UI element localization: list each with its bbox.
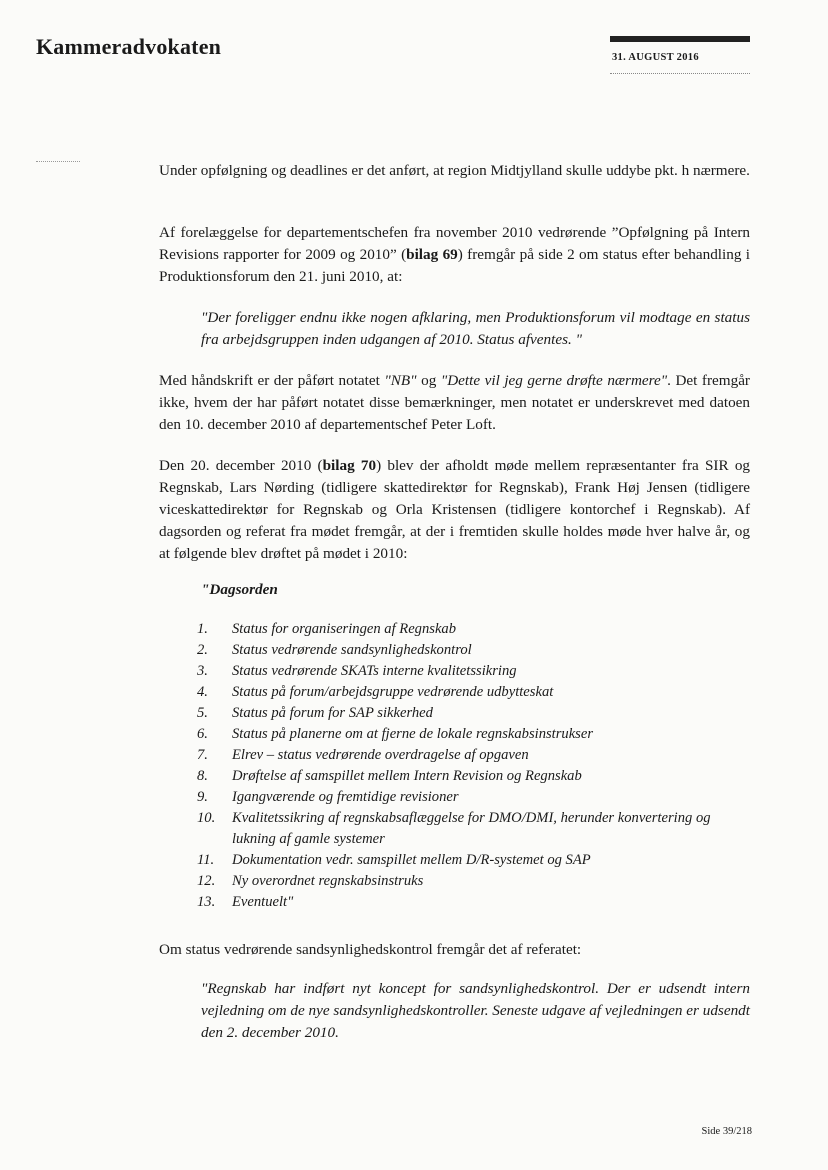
agenda-item-text: Dokumentation vedr. samspillet mellem D/R-systemet og SAP bbox=[232, 852, 591, 868]
agenda-item bbox=[197, 703, 757, 724]
paragraph-2-text-b: ) fremgår på side 2 om status efter behandling i Produktionsforum den 21. juni 2010, at: bbox=[159, 246, 750, 285]
quote-2: "Regnskab har indført nyt koncept for sandsynlighedskontrol. Der er udsendt intern vejledning om de nye sandsynlighedskontroller. Seneste udgave af vejledningen er udsendt den 2. december 2010. bbox=[201, 980, 750, 1041]
agenda-item-text: Status på forum for SAP sikkerhed bbox=[232, 705, 433, 721]
agenda-title: "Dagsorden bbox=[201, 581, 278, 598]
organization-name: Kammeradvokaten bbox=[36, 34, 222, 59]
agenda-item-text: Elrev – status vedrørende overdragelse af opgaven bbox=[232, 747, 529, 763]
agenda-item-number: 1. bbox=[197, 621, 208, 637]
agenda-item bbox=[197, 766, 757, 787]
paragraph-2-text-a: Af forelæggelse for departementschefen fra november 2010 vedrørende ”Opfølgning på Intern Revisions rapporter for 2009 og 2010” ( bbox=[159, 224, 750, 263]
agenda-item bbox=[197, 850, 757, 871]
header-rule-bar bbox=[610, 36, 750, 42]
agenda-item-text: Status vedrørende SKATs interne kvalitetssikring bbox=[232, 663, 517, 679]
agenda-item-number: 5. bbox=[197, 705, 208, 721]
paragraph-3-text-b: og bbox=[416, 372, 441, 389]
paragraph-4 bbox=[159, 455, 750, 565]
paragraph-3-text-c: . Det fremgår ikke, hvem der har påført notatet disse bemærkninger, men notatet er underskrevet med datoen den 10. december 2010 af departementschef Peter Loft. bbox=[159, 372, 750, 433]
agenda-item bbox=[197, 661, 757, 682]
agenda-item-text: Status på planerne om at fjerne de lokale regnskabsinstrukser bbox=[232, 726, 594, 742]
paragraph-2 bbox=[159, 222, 750, 288]
agenda-list bbox=[197, 619, 757, 913]
agenda-item-text: Status vedrørende sandsynlighedskontrol bbox=[232, 642, 472, 658]
nb-annotation: "NB" bbox=[384, 372, 417, 389]
agenda-item-text: Eventuelt" bbox=[232, 894, 294, 910]
agenda-item-number: 2. bbox=[197, 642, 208, 658]
page-number: Side 39/218 bbox=[701, 1126, 752, 1137]
agenda-item bbox=[197, 871, 757, 892]
margin-dotted-rule bbox=[36, 161, 80, 162]
paragraph-4-text-b: ) blev der afholdt møde mellem repræsentanter fra SIR og Regnskab, Lars Nørding (tidligere skattedirektør for Regnskab), Frank Høj Jensen (tidligere viceskattedirektør for Regnskab og Orla Kristensen (tidligere kontorchef i Regnskab). Af dagsorden og referat fra mødet fremgår, at der i fremtiden skulle holdes møde hver halve år, og at følgende blev drøftet på mødet i 2010: bbox=[159, 457, 751, 562]
date-dotted-rule bbox=[610, 73, 750, 74]
bilag-69-ref: bilag 69 bbox=[406, 246, 458, 263]
agenda-item-number: 9. bbox=[197, 789, 208, 805]
paragraph-1: Under opfølgning og deadlines er det anført, at region Midtjylland skulle uddybe pkt. h nærmere. bbox=[159, 162, 750, 179]
agenda-item bbox=[197, 682, 757, 703]
agenda-item-text: Status for organiseringen af Regnskab bbox=[232, 621, 457, 637]
agenda-item-text: Kvalitetssikring af regnskabsaflæggelse for DMO/DMI, herunder konvertering og lukning af gamle systemer bbox=[232, 810, 711, 847]
agenda-item bbox=[197, 619, 757, 640]
document-date: 31. AUGUST 2016 bbox=[612, 52, 699, 63]
agenda-item-number: 13. bbox=[197, 894, 216, 910]
agenda-item-number: 6. bbox=[197, 726, 208, 742]
agenda-item bbox=[197, 640, 757, 661]
agenda-item-number: 10. bbox=[197, 810, 216, 826]
agenda-item bbox=[197, 808, 757, 850]
agenda-item-number: 7. bbox=[197, 747, 208, 763]
paragraph-3 bbox=[159, 370, 750, 436]
agenda-item-text: Ny overordnet regnskabsinstruks bbox=[232, 873, 424, 889]
bilag-70-ref: bilag 70 bbox=[322, 457, 377, 474]
agenda-item-number: 11. bbox=[197, 852, 215, 868]
agenda-item bbox=[197, 787, 757, 808]
agenda-item-number: 3. bbox=[197, 663, 208, 679]
paragraph-4-text-a: Den 20. december 2010 ( bbox=[159, 457, 323, 474]
agenda-item bbox=[197, 745, 757, 766]
agenda-item-number: 4. bbox=[197, 684, 208, 700]
quote-1: "Der foreligger endnu ikke nogen afklaring, men Produktionsforum vil modtage en status fra arbejdsgruppen inden udgangen af 2010. Status afventes. " bbox=[201, 309, 750, 348]
paragraph-3-text-a: Med håndskrift er der påført notatet bbox=[159, 372, 385, 389]
agenda-item-number: 12. bbox=[197, 873, 216, 889]
agenda-item-text: Status på forum/arbejdsgruppe vedrørende udbytteskat bbox=[232, 684, 554, 700]
paragraph-5: Om status vedrørende sandsynlighedskontrol fremgår det af referatet: bbox=[159, 941, 582, 958]
agenda-item-text: Igangværende og fremtidige revisioner bbox=[232, 789, 459, 805]
agenda-item bbox=[197, 724, 757, 745]
agenda-item bbox=[197, 892, 757, 913]
agenda-item-text: Drøftelse af samspillet mellem Intern Revision og Regnskab bbox=[232, 768, 582, 784]
handwritten-annotation: "Dette vil jeg gerne drøfte nærmere" bbox=[440, 372, 668, 389]
agenda-item-number: 8. bbox=[197, 768, 208, 784]
